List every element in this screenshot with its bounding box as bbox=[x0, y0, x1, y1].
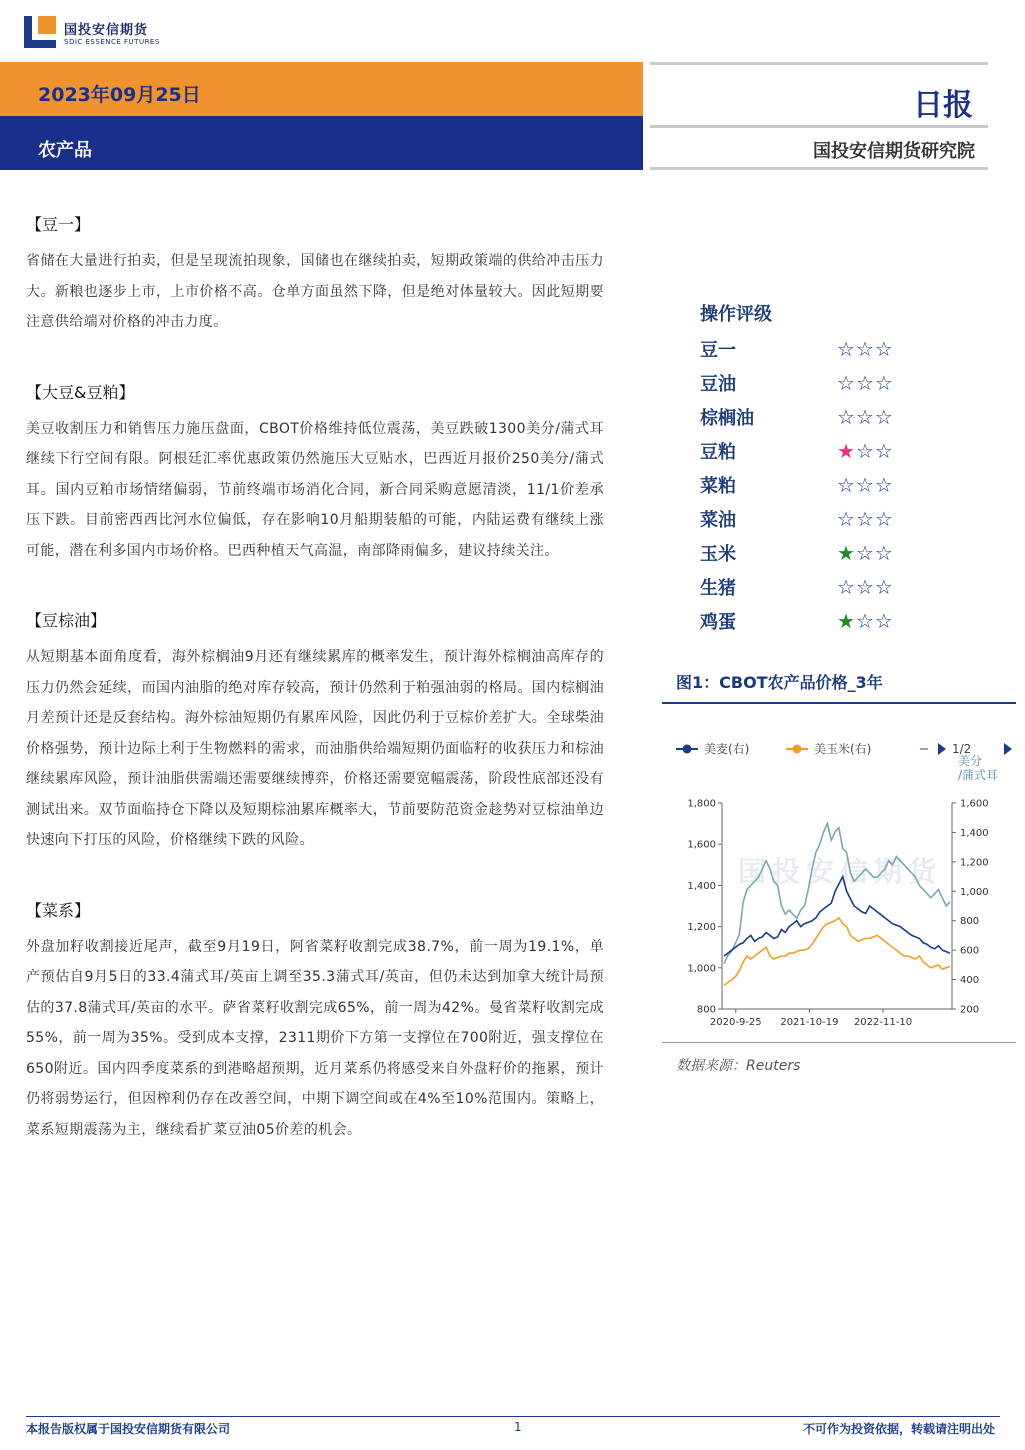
right-tick-label: 1,000 bbox=[960, 886, 989, 898]
x-tick-label: 2020-9-25 bbox=[709, 1017, 762, 1028]
section-oils bbox=[26, 608, 604, 856]
rating-table bbox=[700, 298, 920, 638]
rating-row bbox=[700, 400, 920, 434]
rating-commodity: 豆粕 bbox=[700, 442, 736, 463]
star-icon: ☆ bbox=[874, 405, 894, 429]
legend-pager: 1/2 bbox=[952, 742, 972, 756]
star-icon: ☆ bbox=[855, 609, 875, 633]
star-icon: ☆ bbox=[855, 507, 875, 531]
rating-commodity: 棕榈油 bbox=[700, 408, 754, 429]
rating-row bbox=[700, 366, 920, 400]
star-icon: ☆ bbox=[837, 371, 856, 395]
rating-stars bbox=[837, 609, 894, 633]
right-axis-unit: /蒲式耳 bbox=[958, 768, 999, 782]
data-source: 数据来源：Reuters bbox=[676, 1058, 801, 1074]
rating-row bbox=[700, 468, 920, 502]
star-icon: ☆ bbox=[874, 371, 894, 395]
logo-name-en: SDIC ESSENCE FUTURES bbox=[64, 37, 160, 46]
figure-rule bbox=[662, 702, 1016, 704]
left-tick-label: 1,200 bbox=[687, 922, 716, 934]
star-icon: ☆ bbox=[837, 507, 856, 531]
rating-title: 操作评级 bbox=[700, 304, 772, 325]
star-icon: ★ bbox=[837, 541, 856, 565]
rating-stars bbox=[837, 507, 894, 531]
legend-label: 美麦(右) bbox=[704, 742, 750, 756]
legend-label: 美玉米(右) bbox=[814, 742, 872, 756]
figure-title: 图1：CBOT农产品价格_3年 bbox=[676, 673, 883, 692]
star-icon: ★ bbox=[837, 439, 856, 463]
section-title: 【豆棕油】 bbox=[26, 611, 107, 630]
watermark: 国投安信期货 bbox=[738, 855, 943, 888]
series-line bbox=[724, 824, 950, 964]
star-icon: ☆ bbox=[874, 541, 894, 565]
section-title: 【菜系】 bbox=[26, 900, 91, 920]
report-category: 农产品 bbox=[38, 140, 92, 161]
star-icon: ☆ bbox=[837, 575, 856, 599]
section-soybean-no1 bbox=[26, 212, 604, 338]
star-icon: ☆ bbox=[874, 439, 894, 463]
footer-rule bbox=[26, 1416, 1000, 1417]
rating-stars bbox=[837, 337, 894, 361]
legend-next-icon bbox=[1004, 743, 1012, 755]
right-tick-label: 1,400 bbox=[960, 827, 989, 839]
star-icon: ☆ bbox=[874, 609, 894, 633]
rating-row bbox=[700, 502, 920, 536]
cbot-price-chart bbox=[662, 735, 1022, 1035]
left-tick-label: 1,000 bbox=[687, 963, 716, 975]
logo-name-cn: 国投安信期货 bbox=[64, 22, 149, 38]
section-title: 【豆一】 bbox=[26, 215, 91, 234]
header-rule-middle bbox=[650, 125, 988, 128]
legend-marker bbox=[793, 745, 802, 754]
rating-stars bbox=[837, 473, 894, 497]
header-rule-bottom bbox=[650, 167, 988, 170]
star-icon: ☆ bbox=[837, 473, 856, 497]
footer-disclaimer: 不可作为投资依据，转载请注明出处 bbox=[802, 1422, 995, 1436]
report-date: 2023年09月25日 bbox=[38, 84, 201, 106]
right-tick-label: 600 bbox=[960, 945, 980, 957]
star-icon: ☆ bbox=[837, 405, 856, 429]
section-text: 省储在大量进行拍卖，但是呈现流拍现象，国储也在继续拍卖，短期政策端的供给冲击压力大。新粮也逐步上市，上市价格不高。仓单方面虽然下降，但是绝对体量较大。因此短期要注意供给端对价格的冲击力度。 bbox=[26, 253, 604, 330]
right-tick-label: 800 bbox=[960, 916, 980, 928]
star-icon: ☆ bbox=[874, 575, 894, 599]
x-tick-label: 2021-10-19 bbox=[780, 1017, 839, 1028]
star-icon: ☆ bbox=[874, 337, 894, 361]
institute-name: 国投安信期货研究院 bbox=[813, 141, 975, 162]
star-icon: ☆ bbox=[855, 337, 875, 361]
section-rapeseed bbox=[26, 898, 604, 1146]
right-tick-label: 200 bbox=[960, 1004, 980, 1016]
series-line bbox=[724, 918, 950, 986]
rating-commodity: 菜油 bbox=[700, 510, 736, 531]
right-tick-label: 1,200 bbox=[960, 857, 989, 869]
rating-stars bbox=[837, 371, 894, 395]
page-number: 1 bbox=[514, 1420, 522, 1434]
section-text: 从短期基本面角度看，海外棕榈油9月还有继续累库的概率发生，预计海外棕榈油高库存的压力仍然会延续，而国内油脂的绝对库存较高，预计仍然利于粕强油弱的格局。国内棕榈油月差预计还是反套结构。海外棕油短期仍有累库风险，因此仍利于豆棕价差扩大。全球柴油价格强势，预计边际上利于生物燃料的需求，而油脂供给端短期仍面临籽的收获压力和棕油继续累库风险，预计油脂供需端还需要继续博弈，价格还需要宽幅震荡，阶段性底部还没有测试出来。双节面临持仓下降以及短期棕油累库概率大，节前要防范资金趁势对豆棕油单边快速向下打压的风险，价格继续下跌的风险。 bbox=[26, 649, 604, 848]
legend-marker bbox=[683, 745, 692, 754]
rating-commodity: 豆油 bbox=[700, 374, 736, 395]
left-tick-label: 1,600 bbox=[687, 839, 716, 851]
star-icon: ☆ bbox=[855, 405, 875, 429]
rating-stars bbox=[837, 575, 894, 599]
company-logo bbox=[24, 16, 160, 48]
star-icon: ☆ bbox=[855, 473, 875, 497]
right-tick-label: 1,600 bbox=[960, 798, 989, 810]
source-rule bbox=[662, 1042, 1016, 1043]
rating-commodity: 豆一 bbox=[700, 340, 736, 361]
legend-prev-icon bbox=[938, 743, 946, 755]
star-icon: ☆ bbox=[874, 507, 894, 531]
rating-stars bbox=[837, 439, 894, 463]
rating-commodity: 玉米 bbox=[700, 544, 736, 565]
left-tick-label: 800 bbox=[696, 1004, 716, 1016]
section-soybean-meal bbox=[26, 380, 604, 567]
rating-commodity: 鸡蛋 bbox=[700, 612, 736, 633]
right-tick-label: 400 bbox=[960, 975, 980, 987]
commentary-column bbox=[26, 212, 604, 1145]
star-icon: ☆ bbox=[855, 541, 875, 565]
logo-icon bbox=[24, 16, 56, 48]
series-line bbox=[724, 877, 950, 956]
rating-commodity: 生猪 bbox=[700, 578, 736, 599]
rating-row bbox=[700, 332, 920, 366]
right-axis-unit: 美分 bbox=[958, 754, 983, 768]
left-tick-label: 1,800 bbox=[687, 798, 716, 810]
rating-row bbox=[700, 570, 920, 604]
star-icon: ★ bbox=[837, 609, 856, 633]
star-icon: ☆ bbox=[855, 371, 875, 395]
rating-commodity: 菜粕 bbox=[700, 476, 736, 497]
section-title: 【大豆&豆粕】 bbox=[26, 382, 135, 402]
report-type: 日报 bbox=[913, 88, 973, 123]
star-icon: ☆ bbox=[855, 439, 875, 463]
section-text: 美豆收割压力和销售压力施压盘面，CBOT价格维持低位震荡，美豆跌破1300美分/蒲式耳继续下行空间有限。阿根廷汇率优惠政策仍然施压大豆贴水，巴西近月报价250美分/蒲式耳。国内豆粕市场情绪偏弱，节前终端市场消化合同，新合同采购意愿清淡，11/1价差承压下跌。目前密西西比河水位偏低，存在影响10月船期装船的可能，内陆运费有继续上涨可能，潜在利多国内市场价格。巴西种植天气高温，南部降雨偏多，建议持续关注。 bbox=[26, 420, 604, 559]
rating-row bbox=[700, 536, 920, 570]
rating-stars bbox=[837, 405, 894, 429]
star-icon: ☆ bbox=[855, 575, 875, 599]
star-icon: ☆ bbox=[837, 337, 856, 361]
rating-stars bbox=[837, 541, 894, 565]
star-icon: ☆ bbox=[874, 473, 894, 497]
footer-copyright: 本报告版权属于国投安信期货有限公司 bbox=[26, 1422, 231, 1436]
category-band bbox=[0, 116, 643, 170]
section-text: 外盘加籽收割接近尾声，截至9月19日，阿省菜籽收割完成38.7%，前一周为19.1%，单产预估自9月5日的33.4蒲式耳/英亩上调至35.3蒲式耳/英亩，但仍未达到加拿大统计局预估的37.8蒲式耳/英亩的水平。萨省菜籽收割完成65%，前一周为42%。曼省菜籽收割完成55%，前一周为35%。受到成本支撑，2311期价下方第一支撑位在700附近，强支撑位在650附近。国内四季度菜系的到港略超预期，近月菜系仍将感受来自外盘籽价的拖累，预计仍将弱势运行，但因榨利仍存在改善空间，中期下调空间或在4%至10%范围内。策略上，菜系短期震荡为主，继续看扩菜豆油05价差的机会。 bbox=[26, 938, 604, 1138]
rating-row bbox=[700, 434, 920, 468]
rating-row bbox=[700, 604, 920, 638]
x-tick-label: 2022-11-10 bbox=[853, 1017, 913, 1028]
left-tick-label: 1,400 bbox=[687, 880, 716, 892]
header-rule-top bbox=[650, 62, 988, 65]
